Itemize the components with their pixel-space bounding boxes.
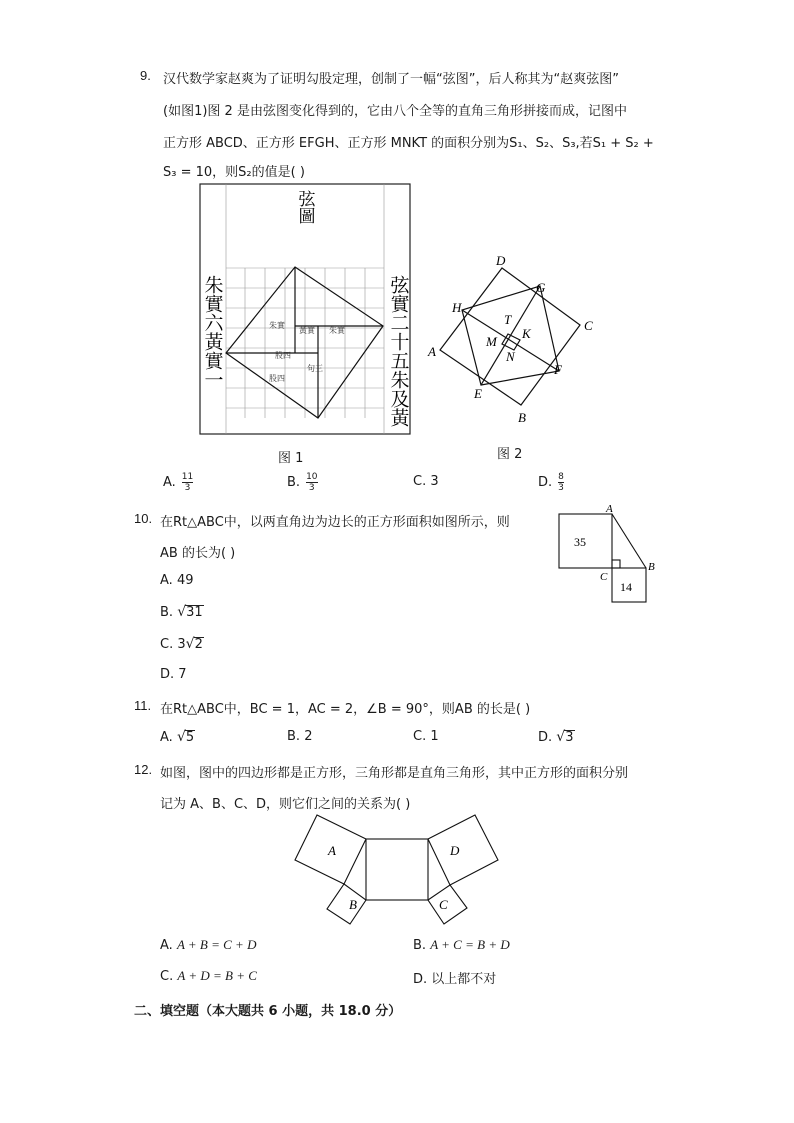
section-2-heading: 二、填空题（本大题共 6 小题，共 18.0 分） — [134, 1004, 402, 1019]
q9-option-d[interactable]: D. $\frac{8}{3}$ — [538, 472, 564, 493]
fig1-right-column: 弦實二十五朱及黃 — [387, 275, 409, 427]
svg-text:C: C — [600, 571, 608, 583]
q12-option-d[interactable]: D. 以上都不对 — [413, 972, 497, 987]
fig1-left-column: 朱實六黃實一 — [201, 275, 223, 389]
svg-text:H: H — [452, 300, 462, 315]
q12-option-b[interactable]: B. A + C = B + D — [413, 937, 510, 953]
svg-text:句三: 句三 — [307, 364, 323, 373]
q12-number: 12. — [134, 762, 153, 777]
svg-text:C: C — [584, 318, 593, 333]
q12-figure — [293, 813, 503, 928]
svg-text:B: B — [648, 561, 655, 573]
svg-text:D: D — [496, 253, 506, 268]
q11-option-a[interactable]: A. √5 — [160, 729, 195, 745]
q9-line4: S₃ = 10，则S₂的值是( ) — [163, 165, 305, 180]
svg-text:股四: 股四 — [275, 351, 291, 360]
q10-number: 10. — [134, 511, 153, 526]
q11-option-d[interactable]: D. √3 — [538, 729, 574, 745]
svg-text:朱實: 朱實 — [329, 326, 345, 335]
fig1-title: 弦圖 — [295, 190, 315, 224]
svg-text:B: B — [518, 410, 526, 425]
q9-line3: 正方形 ABCD、正方形 EFGH、正方形 MNKT 的面积分别为S₁、S₂、S₃,若S₁ + S₂ + — [163, 136, 654, 151]
q9-number: 9. — [140, 68, 151, 83]
q9-option-c[interactable]: C. 3 — [413, 474, 439, 489]
q12-option-a[interactable]: A. A + B = C + D — [160, 937, 257, 953]
figure-2-squares — [426, 250, 606, 430]
svg-text:K: K — [522, 326, 531, 341]
q11-option-c[interactable]: C. 1 — [413, 729, 439, 744]
svg-text:T: T — [504, 312, 512, 327]
svg-text:D: D — [450, 843, 460, 858]
q10-option-d[interactable]: D. 7 — [160, 667, 187, 682]
svg-text:M: M — [486, 334, 497, 349]
q11-text: 在Rt△ABC中，BC = 1，AC = 2，∠B = 90°，则AB 的长是( ) — [160, 702, 531, 717]
q11-option-b[interactable]: B. 2 — [287, 729, 313, 744]
q9-line1: 汉代数学家赵爽为了证明勾股定理，创制了一幅“弦图”，后人称其为“赵爽弦图” — [163, 72, 619, 87]
q10-option-c[interactable]: C. 3√2 — [160, 636, 203, 652]
svg-text:14: 14 — [620, 580, 632, 594]
q11-number: 11. — [134, 698, 152, 713]
svg-text:E: E — [474, 386, 482, 401]
svg-text:黃實: 黃實 — [299, 326, 315, 335]
figure-1-xiantu — [199, 183, 411, 435]
svg-text:B: B — [349, 897, 357, 912]
svg-text:股四: 股四 — [269, 374, 285, 383]
q10-figure — [556, 503, 660, 605]
q12-line1: 如图，图中的四边形都是正方形，三角形都是直角三角形，其中正方形的面积分别 — [160, 766, 629, 781]
svg-text:朱實: 朱實 — [269, 321, 285, 330]
svg-text:35: 35 — [574, 535, 586, 549]
q10-line1: 在Rt△ABC中，以两直角边为边长的正方形面积如图所示，则 — [160, 515, 510, 530]
svg-text:A: A — [328, 843, 336, 858]
q12-line2: 记为 A、B、C、D，则它们之间的关系为( ) — [160, 797, 411, 812]
q9-line2: (如图1)图 2 是由弦图变化得到的，它由八个全等的直角三角形拼接而成，记图中 — [163, 104, 627, 119]
svg-text:F: F — [554, 362, 562, 377]
fig1-caption: 图 1 — [278, 451, 304, 466]
q9-option-a[interactable]: A. $\frac{11}{3}$ — [163, 472, 194, 493]
svg-text:A: A — [606, 503, 613, 515]
svg-text:N: N — [506, 349, 515, 364]
fig2-caption: 图 2 — [497, 447, 523, 462]
q10-option-a[interactable]: A. 49 — [160, 573, 194, 588]
svg-text:G: G — [536, 280, 546, 295]
q10-option-b[interactable]: B. √31 — [160, 604, 203, 620]
q10-line2: AB 的长为( ) — [160, 546, 236, 561]
svg-text:A: A — [428, 344, 436, 359]
q12-option-c[interactable]: C. A + D = B + C — [160, 968, 257, 984]
svg-text:C: C — [439, 897, 448, 912]
q9-option-b[interactable]: B. $\frac{10}{3}$ — [287, 472, 318, 493]
